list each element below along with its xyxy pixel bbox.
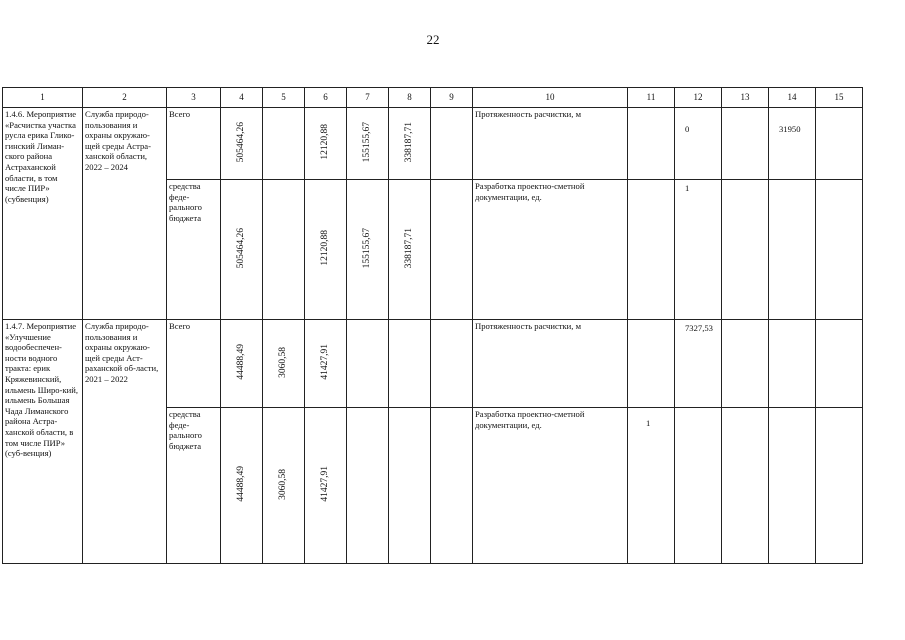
indicator-value: 31950	[769, 108, 816, 180]
funding-year-cell	[431, 180, 473, 320]
column-number-header-row	[3, 88, 863, 108]
indicator-name: Протяженность расчистки, м	[473, 320, 628, 408]
funding-year-value: 12120,88	[320, 124, 331, 161]
funding-year-value: 338187,71	[404, 228, 415, 269]
indicator-value	[816, 180, 863, 320]
funding-year-cell	[305, 108, 347, 180]
page-number: 22	[426, 32, 440, 47]
indicator-value	[628, 180, 675, 320]
funding-year-cell	[431, 320, 473, 408]
funding-total-value: 44488,49	[236, 344, 247, 381]
column-header: 6	[305, 88, 347, 108]
funding-year-cell	[347, 320, 389, 408]
table-row	[3, 108, 863, 180]
funding-year-cell	[263, 320, 305, 408]
funding-year-value: 41427,91	[320, 344, 331, 381]
funding-year-value: 338187,71	[404, 122, 415, 163]
funding-year-cell	[305, 320, 347, 408]
funding-year-cell	[431, 108, 473, 180]
funding-year-cell	[347, 108, 389, 180]
column-header: 9	[431, 88, 473, 108]
funding-year-cell	[389, 408, 431, 564]
column-header: 10	[473, 88, 628, 108]
indicator-value	[722, 320, 769, 408]
funding-year-cell	[389, 108, 431, 180]
funding-source: средства феде-рального бюджета	[167, 180, 221, 320]
funding-year-cell	[305, 180, 347, 320]
funding-year-cell	[305, 408, 347, 564]
indicator-value: 0	[675, 108, 722, 180]
indicator-name: Протяженность расчистки, м	[473, 108, 628, 180]
funding-year-cell	[263, 180, 305, 320]
responsible-executor: Служба природо-пользования и охраны окружаю-щей среды Аст-раханской об-ласти, 2021 – 2022	[83, 320, 167, 564]
funding-year-cell	[389, 320, 431, 408]
indicator-value	[628, 108, 675, 180]
funding-year-cell	[263, 408, 305, 564]
column-header: 5	[263, 88, 305, 108]
indicator-value	[722, 408, 769, 564]
funding-year-value: 3060,58	[278, 346, 289, 378]
indicator-value	[816, 320, 863, 408]
funding-total-cell	[221, 180, 263, 320]
responsible-executor: Служба природо-пользования и охраны окружаю-щей среды Астра-ханской области, 2022 – 2024	[83, 108, 167, 320]
funding-year-value: 155155,67	[362, 122, 373, 163]
funding-year-value: 12120,88	[320, 230, 331, 267]
indicator-value: 7327,53	[675, 320, 722, 408]
funding-source: Всего	[167, 320, 221, 408]
table-row	[3, 320, 863, 408]
column-header: 11	[628, 88, 675, 108]
column-header: 14	[769, 88, 816, 108]
funding-total-value: 505464,26	[236, 228, 247, 269]
funding-source: средства феде-рального бюджета	[167, 408, 221, 564]
activity-description: 1.4.6. Мероприятие «Расчистка участка русла ерика Глико-гинский Лиман-ского района Астраханской области, в том числе ПИР» (субвенция)	[3, 108, 83, 320]
indicator-value	[675, 408, 722, 564]
indicator-value	[722, 108, 769, 180]
funding-total-value: 505464,26	[236, 122, 247, 163]
funding-total-value: 44488,49	[236, 466, 247, 503]
column-header: 13	[722, 88, 769, 108]
indicator-name: Разработка проектно-сметной документации, ед.	[473, 180, 628, 320]
column-header: 12	[675, 88, 722, 108]
program-activities-table	[2, 87, 863, 564]
activity-description: 1.4.7. Мероприятие «Улучшение водообеспечен-ности водного тракта: ерик Кряжевинский, ильмень Широ-кий, ильмень Большая Чада Лиманского района Астра-ханской области, в том числе ПИР» (суб-венция)	[3, 320, 83, 564]
indicator-value: 1	[628, 408, 675, 564]
funding-year-cell	[389, 180, 431, 320]
column-header: 1	[3, 88, 83, 108]
column-header: 8	[389, 88, 431, 108]
indicator-value	[722, 180, 769, 320]
column-header: 3	[167, 88, 221, 108]
funding-year-cell	[347, 408, 389, 564]
column-header: 7	[347, 88, 389, 108]
funding-year-value: 3060,58	[278, 468, 289, 500]
column-header: 4	[221, 88, 263, 108]
column-header: 15	[816, 88, 863, 108]
indicator-value	[769, 320, 816, 408]
funding-year-value: 41427,91	[320, 466, 331, 503]
column-header: 2	[83, 88, 167, 108]
indicator-value	[816, 408, 863, 564]
funding-year-value: 155155,67	[362, 228, 373, 269]
indicator-value	[769, 180, 816, 320]
funding-total-cell	[221, 320, 263, 408]
indicator-value: 1	[675, 180, 722, 320]
indicator-value	[628, 320, 675, 408]
funding-total-cell	[221, 108, 263, 180]
funding-year-cell	[347, 180, 389, 320]
funding-total-cell	[221, 408, 263, 564]
indicator-value	[769, 408, 816, 564]
indicator-value	[816, 108, 863, 180]
funding-source: Всего	[167, 108, 221, 180]
funding-year-cell	[431, 408, 473, 564]
indicator-name: Разработка проектно-сметной документации, ед.	[473, 408, 628, 564]
funding-year-cell	[263, 108, 305, 180]
